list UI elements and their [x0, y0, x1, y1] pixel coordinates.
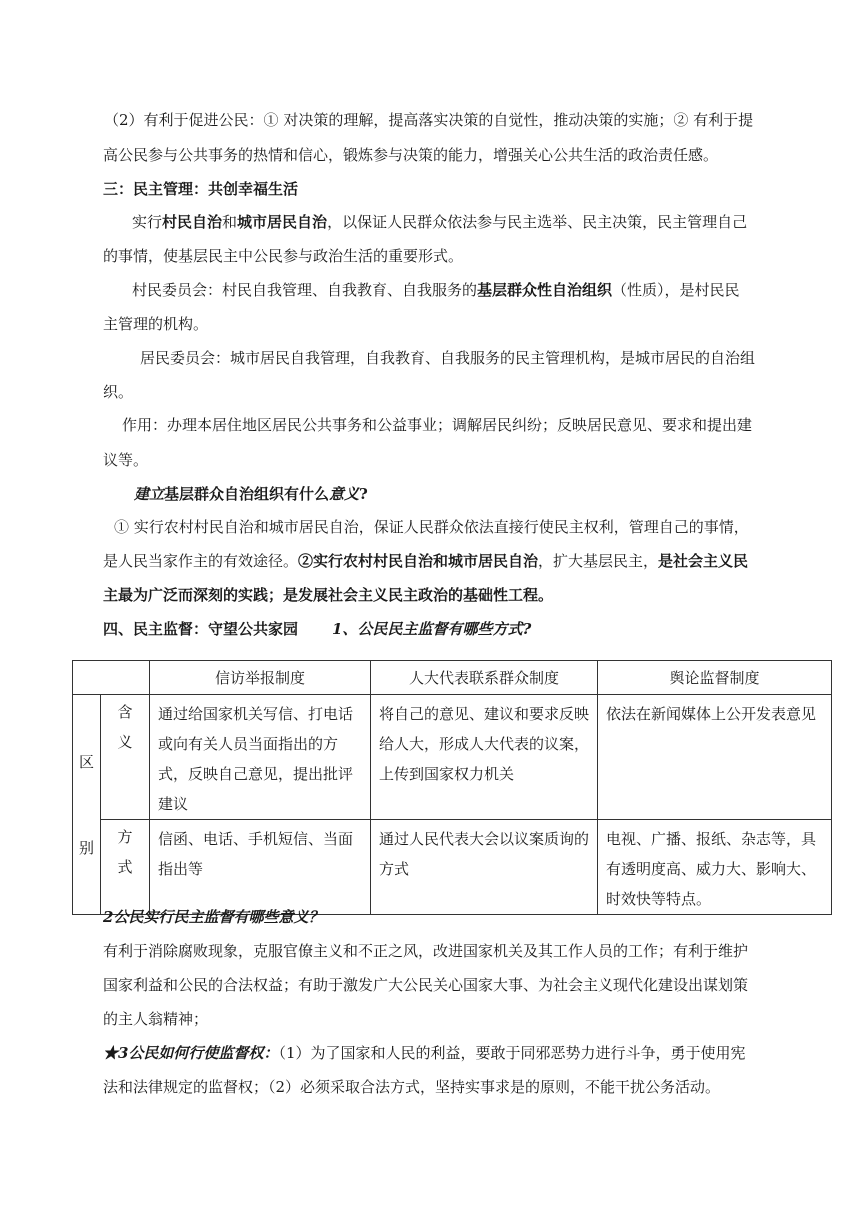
table-cell — [598, 695, 832, 820]
answer-line — [103, 1043, 746, 1063]
text: 实行 — [132, 213, 163, 231]
row-label-top: 含 — [117, 703, 133, 721]
table-row — [73, 820, 832, 915]
table-header-row — [73, 661, 832, 695]
table-row — [73, 695, 832, 820]
table-corner-cell — [73, 661, 150, 695]
answer-line: 有利于消除腐败现象，克服官僚主义和不正之风，改进国家机关及其工作人员的工作；有利于维护 — [103, 942, 749, 960]
text: 和 — [222, 213, 238, 231]
answer-line: 法和法律规定的监督权；（2）必须采取合法方式，坚持实事求是的原则，不能干扰公务活动。 — [103, 1078, 721, 1096]
bold-term: 村民自治 — [162, 213, 223, 231]
text: （性质），是村民民 — [612, 281, 740, 299]
answer-line — [103, 551, 748, 571]
row-group-label-top: 区 — [78, 752, 94, 771]
italic-term: 意义 — [329, 485, 360, 503]
row-group-label-bottom: 别 — [78, 838, 94, 857]
italic-term: 建立 — [134, 485, 165, 503]
row-label-bottom: 义 — [117, 733, 133, 751]
paragraph-line: 织。 — [103, 383, 134, 401]
row-label — [101, 695, 150, 820]
paragraph-line: 的事情，使基层民主中公民参与政治生活的重要形式。 — [103, 247, 464, 265]
text: ，扩大基层民主， — [538, 552, 659, 570]
answer-line: 主最为广泛而深刻的实践；是发展社会主义民主政治的基础性工程。 — [103, 586, 554, 604]
answer-line: 的主人翁精神； — [103, 1010, 209, 1028]
bold-term: 城市居民自治 — [237, 213, 328, 231]
question-heading: 1、公民民主监督有哪些方式? — [332, 620, 532, 638]
section-heading-4: 四、民主监督：守望公共家园 — [103, 620, 299, 638]
table-cell-text: 通过给国家机关写信、打电话或向有关人员当面指出的方式，反映自己意见，提出批评建议 — [158, 705, 354, 813]
bold-term: ? — [359, 485, 368, 503]
paragraph-line: 居民委员会：城市居民自我管理，自我教育、自我服务的民主管理机构，是城市居民的自治组 — [140, 349, 756, 367]
row-label — [101, 820, 150, 915]
section-heading-3: 三：民主管理：共创幸福生活 — [103, 180, 299, 198]
table-cell-text: 依法在新闻媒体上公开发表意见 — [606, 705, 817, 723]
answer-line: ① 实行农村村民自治和城市居民自治，保证人民群众依法直接行使民主权利，管理自己的事情， — [114, 518, 749, 536]
text-line: （2）有利于促进公民：① 对决策的理解，提高落实决策的自觉性，推动决策的实施；② 有利于提 — [104, 111, 754, 129]
bold-term: 是社会主义民 — [658, 552, 749, 570]
question-heading: 2公民实行民主监督有哪些意义？ — [103, 908, 324, 926]
bold-term: 基层群众性自治组织 — [477, 281, 613, 299]
paragraph-line — [132, 212, 747, 232]
paragraph-line: 作用：办理本居住地区居民公共事务和公益事业；调解居民纠纷；反映居民意见、要求和提出建 — [122, 416, 753, 434]
text: （1）为了国家和人民的利益，要敢于同邪恶势力进行斗争，勇于使用宪 — [278, 1044, 746, 1062]
row-group-label — [73, 695, 101, 915]
table-cell-text: 将自己的意见、建议和要求反映给人大，形成人大代表的议案，上传到国家权力机关 — [379, 705, 590, 783]
table-header-cell: 信访举报制度 — [150, 661, 371, 695]
table-header-cell: 舆论监督制度 — [598, 661, 832, 695]
text-line: 高公民参与公共事务的热情和信心，锻炼参与决策的能力，增强关心公共生活的政治责任感。 — [103, 146, 719, 164]
answer-line: 国家利益和公民的合法权益；有助于激发广大公民关心国家大事、为社会主义现代化建设出谋划策 — [103, 976, 749, 994]
paragraph-line — [132, 280, 740, 300]
table-cell-text: 电视、广播、报纸、杂志等，具有透明度高、威力大、影响大、时效快等特点。 — [606, 830, 817, 908]
table-cell — [150, 695, 371, 820]
text: 村民委员会：村民自我管理、自我教育、自我服务的 — [132, 281, 478, 299]
table-cell-text: 信函、电话、手机短信、当面指出等 — [158, 830, 354, 878]
table-cell — [598, 820, 832, 915]
supervision-methods-table — [72, 660, 832, 915]
table-cell-text: 通过人民代表大会以议案质询的方式 — [379, 830, 590, 878]
text: 是人民当家作主的有效途径。 — [103, 552, 299, 570]
text: ，以保证人民群众依法参与民主选举、民主决策，民主管理自己 — [327, 213, 748, 231]
question-heading: ★3公民如何行使监督权： — [103, 1044, 279, 1062]
paragraph-line: 主管理的机构。 — [103, 315, 209, 333]
bold-term: ②实行农村村民自治和城市居民自治 — [298, 552, 539, 570]
paragraph-line: 议等。 — [103, 451, 149, 469]
question-line — [134, 484, 368, 504]
table-cell — [371, 820, 598, 915]
bold-term: 基层群众自治组织有什么 — [164, 485, 330, 503]
row-label-bottom: 式 — [117, 858, 133, 876]
table-cell — [150, 820, 371, 915]
table-cell — [371, 695, 598, 820]
table-header-cell: 人大代表联系群众制度 — [371, 661, 598, 695]
row-label-top: 方 — [117, 828, 133, 846]
